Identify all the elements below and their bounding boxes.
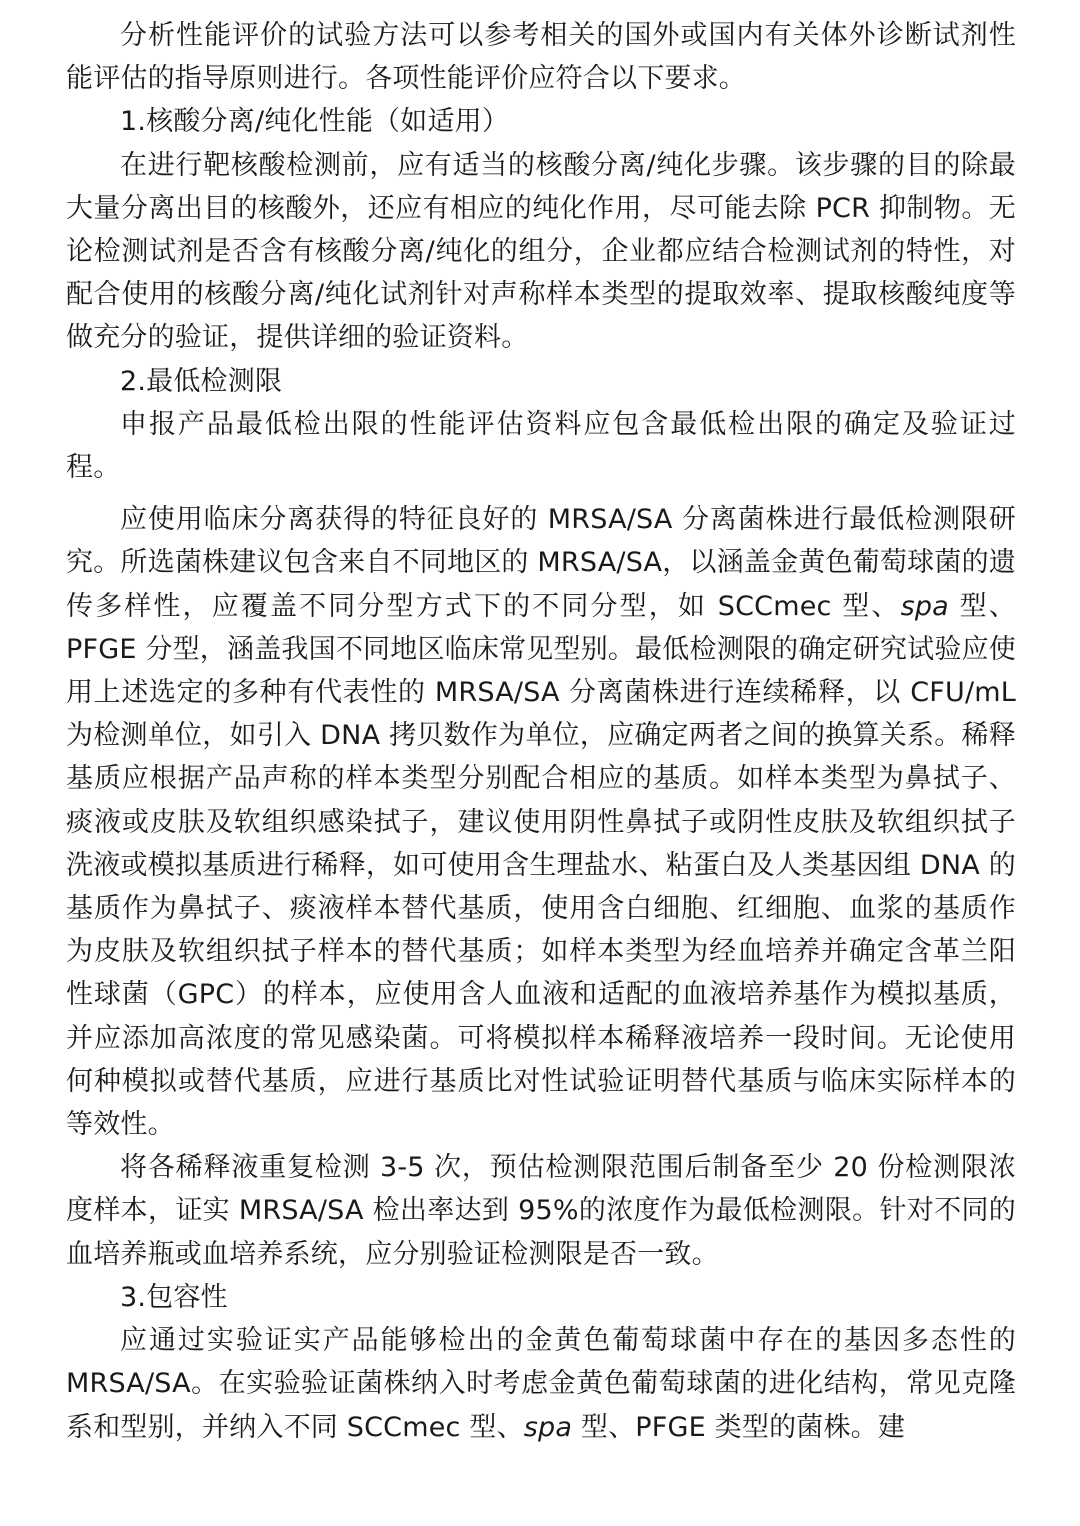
section-2-paragraph-2 bbox=[66, 498, 1016, 1146]
section-2-paragraph-2-text-b: 型、PFGE 分型，涵盖我国不同地区临床常见型别。最低检测限的确定研究试验应使用上述选定的多种有代表性的 MRSA/SA 分离菌株进行连续稀释，以 CFU/mL 为检测单位，如引入 DNA 拷贝数作为单位，应确定两者之间的换算关系。稀释基质应根据产品声称的样本类型分别配合相应的基质。如样本类型为鼻拭子、痰液或皮肤及软组织感染拭子，建议使用阴性鼻拭子或阴性皮肤及软组织拭子洗液或模拟基质进行稀释，如可使用含生理盐水、粘蛋白及人类基因组 DNA 的基质作为鼻拭子、痰液样本替代基质，使用含白细胞、红细胞、血浆的基质作为皮肤及软组织拭子样本的替代基质；如样本类型为经血培养并确定含革兰阳性球菌（GPC）的样本，应使用含人血液和适配的血液培养基作为模拟基质，并应添加高浓度的常见感染菌。可将模拟样本稀释液培养一段时间。无论使用何种模拟或替代基质，应进行基质比对性试验证明替代基质与临床实际样本的等效性。 bbox=[66, 590, 1016, 1141]
section-2-paragraph-1: 申报产品最低检出限的性能评估资料应包含最低检出限的确定及验证过程。 bbox=[66, 408, 1016, 484]
section-3-paragraph-1-text-b: 型、PFGE 类型的菌株。建 bbox=[572, 1411, 906, 1443]
spa-term: spa bbox=[900, 590, 949, 622]
section-1-heading: 1.核酸分离/纯化性能（如适用） bbox=[120, 106, 510, 138]
section-3-heading: 3.包容性 bbox=[120, 1281, 228, 1313]
section-3-paragraph-1 bbox=[66, 1319, 1016, 1449]
intro-paragraph: 分析性能评价的试验方法可以参考相关的国外或国内有关体外诊断试剂性能评估的指导原则进行。各项性能评价应符合以下要求。 bbox=[66, 20, 1016, 95]
document-page bbox=[66, 14, 1016, 1449]
section-2-paragraph-2-text-a: 应使用临床分离获得的特征良好的 MRSA/SA 分离菌株进行最低检测限研究。所选菌株建议包含来自不同地区的 MRSA/SA，以涵盖金黄色葡萄球菌的遗传多样性，应覆盖不同分型方式下的不同分型，如 SCCmec 型、 bbox=[66, 504, 1016, 622]
section-2-paragraph-3: 将各稀释液重复检测 3-5 次，预估检测限范围后制备至少 20 份检测限浓度样本，证实 MRSA/SA 检出率达到 95%的浓度作为最低检测限。针对不同的血培养瓶或血培养系统，应分别验证检测限是否一致。 bbox=[66, 1152, 1016, 1270]
section-3-paragraph-1-text-a: 应通过实验证实产品能够检出的金黄色葡萄球菌中存在的基因多态性的 MRSA/SA。在实验验证菌株纳入时考虑金黄色葡萄球菌的进化结构，常见克隆系和型别，并纳入不同 SCCmec 型、 bbox=[66, 1325, 1016, 1443]
spa-term: spa bbox=[523, 1411, 573, 1443]
section-1-paragraph: 在进行靶核酸检测前，应有适当的核酸分离/纯化步骤。该步骤的目的除最大量分离出目的核酸外，还应有相应的纯化作用，尽可能去除 PCR 抑制物。无论检测试剂是否含有核酸分离/纯化的组分，企业都应结合检测试剂的特性，对配合使用的核酸分离/纯化试剂针对声称样本类型的提取效率、提取核酸纯度等做充分的验证，提供详细的验证资料。 bbox=[66, 149, 1016, 354]
section-2-heading: 2.最低检测限 bbox=[120, 365, 283, 397]
